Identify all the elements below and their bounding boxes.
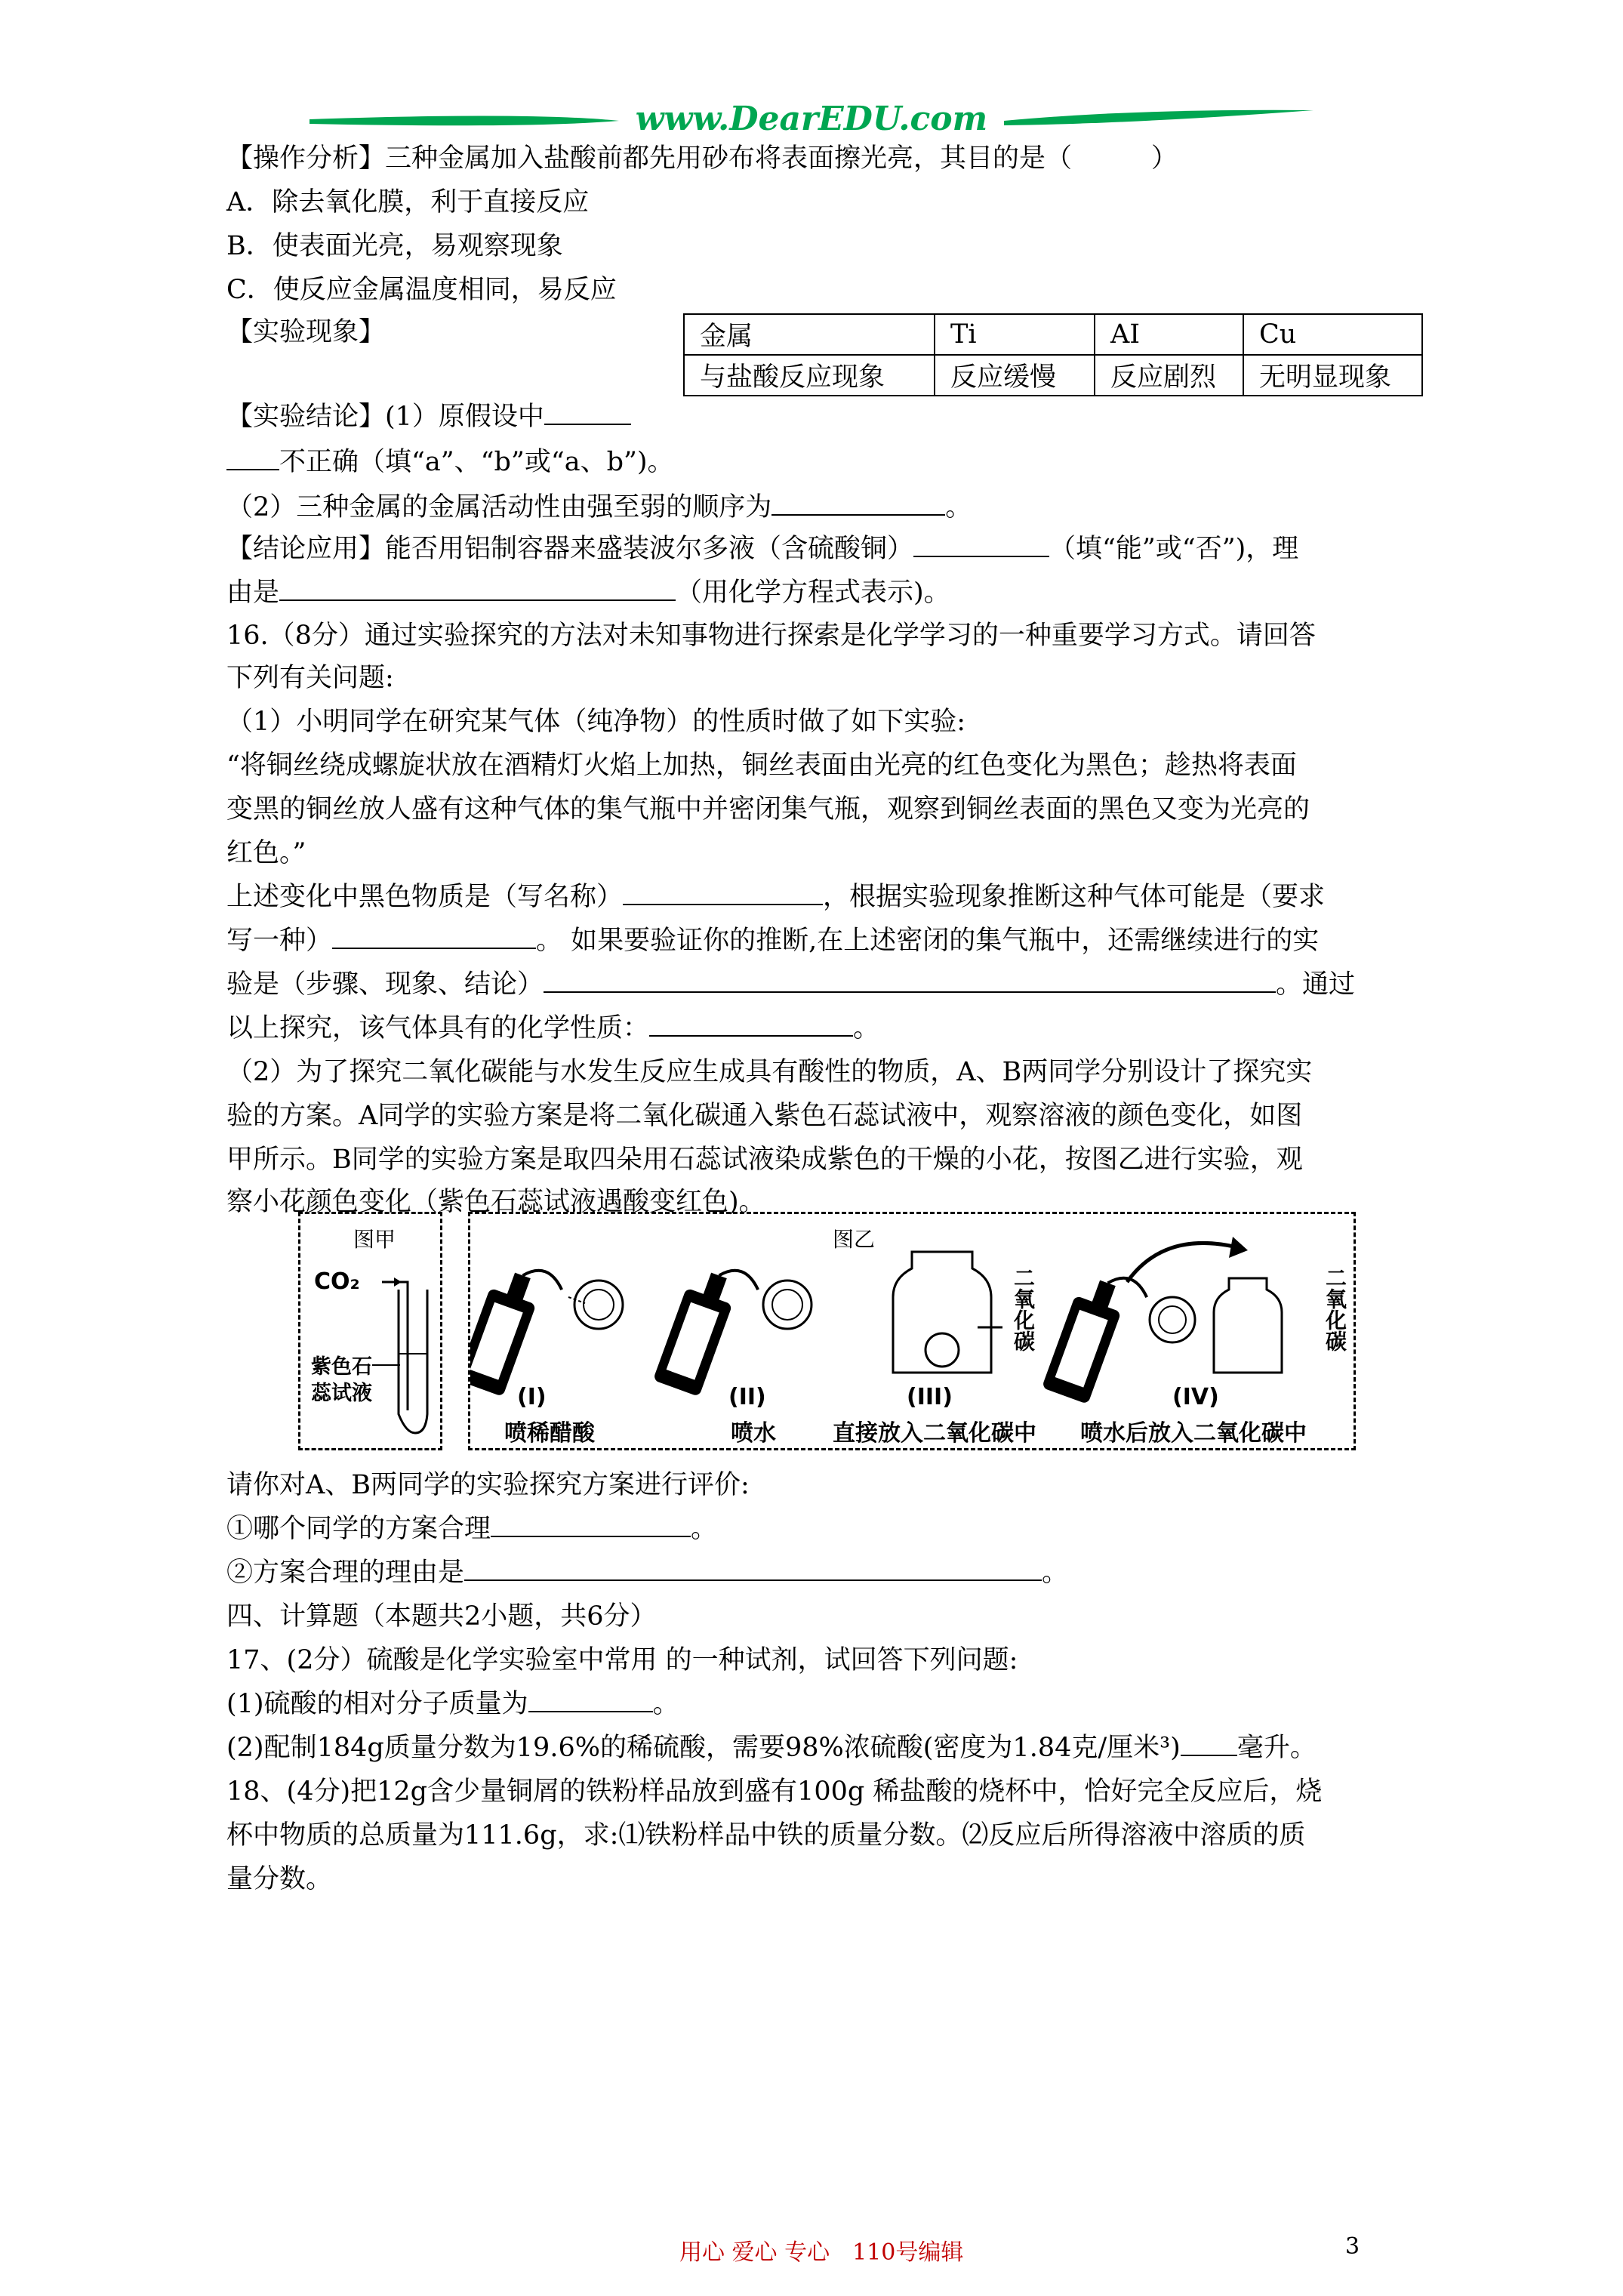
table-cell: 无明显现象 [1243, 355, 1422, 396]
eval-text: ②方案合理的理由是 [226, 1558, 465, 1588]
table-cell: 与盐酸反应现象 [684, 355, 935, 396]
apply-text: 【结论应用】能否用铝制容器来盛装波尔多液（含硫酸铜） [226, 534, 914, 564]
test-tube-icon [300, 1214, 440, 1448]
q18-line: 量分数。 [226, 1864, 333, 1894]
q16-line [226, 1012, 879, 1045]
q16-text: ，根据实验现象推断这种气体可能是（要求 [823, 882, 1326, 912]
answer-blank[interactable] [544, 401, 631, 425]
panel-caption: 喷水后放入二氧化碳中 [1080, 1420, 1307, 1447]
conclusion-text: 不正确（填“a”、“b”或“a、b”)。 [279, 447, 674, 477]
answer-blank[interactable] [491, 1513, 691, 1537]
q16-line: 红色。” [226, 838, 306, 868]
q16-line: 下列有关问题: [226, 663, 394, 693]
q17-text: (2)配制184g质量分数为19.6%的稀硫酸，需要98%浓硫酸(密度为1.84克/厘米³) [226, 1733, 1181, 1763]
figure-jia [298, 1212, 442, 1450]
table-header-row [684, 314, 1422, 355]
q17-text: 毫升。 [1236, 1733, 1317, 1763]
answer-blank[interactable] [623, 881, 823, 905]
page-number: 3 [1345, 2233, 1360, 2260]
q16-line: 甲所示。B同学的实验方案是取四朵用石蕊试液染成紫色的干燥的小花，按图乙进行实验，观 [226, 1145, 1303, 1175]
apply-text: （填“能”或“否”)，理 [1049, 534, 1299, 564]
gas-label: 二氧化碳 [1011, 1267, 1036, 1351]
table-cell: Cu [1243, 314, 1422, 355]
panel-number: (II) [728, 1384, 766, 1410]
q17-line [226, 1731, 1317, 1764]
table-cell: AI [1095, 314, 1243, 355]
q16-line: （1）小明同学在研究某气体（纯净物）的性质时做了如下实验: [226, 707, 966, 737]
section-title: 四、计算题（本题共2小题，共6分） [226, 1601, 657, 1632]
logo-text: www.DearEDU.com [635, 100, 988, 138]
op-option-c: C．使反应金属温度相同，易反应 [226, 275, 617, 305]
table-cell: Ti [935, 314, 1095, 355]
q18-line: 杯中物质的总质量为111.6g，求:⑴铁粉样品中铁的质量分数。⑵反应后所得溶液中溶质的质 [226, 1820, 1306, 1851]
co2-label: CO₂ [314, 1268, 360, 1295]
answer-blank[interactable] [1181, 1732, 1237, 1756]
panel-number: (III) [907, 1384, 953, 1410]
exp-phenomenon-title: 【实验现象】 [226, 317, 386, 347]
q16-line: “将铜丝绕成螺旋状放在酒精灯火焰上加热，铜丝表面由光亮的红色变化为黑色；趁热将表面 [226, 750, 1297, 781]
q17-text: 。 [652, 1689, 679, 1719]
q17-text: (1)硫酸的相对分子质量为 [226, 1689, 528, 1719]
panel-caption: 喷水 [731, 1420, 776, 1447]
q16-text: 。 如果要验证你的推断,在上述密闭的集气瓶中，还需继续进行的实 [536, 926, 1320, 956]
eval-text: ①哪个同学的方案合理 [226, 1514, 491, 1544]
q16-text: 写一种） [226, 926, 333, 956]
panel-number: (I) [517, 1384, 547, 1410]
apply-line1 [226, 532, 1298, 566]
eval-text: 。 [691, 1514, 718, 1544]
conclusion-line3 [226, 491, 972, 524]
q16-line: 验的方案。A同学的实验方案是将二氧化碳通入紫色石蕊试液中，观察溶液的颜色变化，如图 [226, 1101, 1303, 1131]
q17-line [226, 1687, 679, 1721]
gas-label: 二氧化碳 [1323, 1267, 1347, 1351]
table-cell: 反应剧烈 [1095, 355, 1243, 396]
answer-blank[interactable] [279, 577, 676, 601]
figure-yi-title: 图乙 [833, 1227, 876, 1252]
conclusion-text: 。 [945, 492, 972, 522]
q16-line [226, 924, 1319, 957]
table-cell: 反应缓慢 [935, 355, 1095, 396]
q16-line: （2）为了探究二氧化碳能与水发生反应生成具有酸性的物质，A、B两同学分别设计了探究实 [226, 1057, 1313, 1087]
eval-line [226, 1512, 717, 1546]
q16-text: 。 [853, 1013, 880, 1043]
answer-blank[interactable] [528, 1688, 653, 1712]
conclusion-line1 [226, 400, 631, 433]
figure-yi [468, 1212, 1356, 1450]
litmus-label: 蕊试液 [311, 1382, 372, 1405]
answer-blank[interactable] [544, 969, 1276, 993]
q16-line [226, 880, 1325, 914]
q16-text: 上述变化中黑色物质是（写名称） [226, 882, 624, 912]
op-title: 【操作分析】三种金属加入盐酸前都先用砂布将表面擦光亮，其目的是（ ） [226, 143, 1178, 174]
q16-line: 察小花颜色变化（紫色石蕊试液遇酸变红色)。 [226, 1187, 765, 1217]
conclusion-text: 【实验结论】(1）原假设中 [226, 402, 544, 432]
figure-jia-title: 图甲 [353, 1227, 396, 1252]
q16-text: 以上探究，该气体具有的化学性质： [226, 1013, 650, 1043]
eval-line: 请你对A、B两同学的实验探究方案进行评价: [226, 1470, 750, 1500]
q16-text: 。通过 [1276, 969, 1356, 1000]
answer-blank[interactable] [649, 1012, 853, 1037]
answer-blank[interactable] [913, 533, 1049, 557]
answer-blank[interactable] [771, 492, 945, 516]
q16-line [226, 968, 1355, 1001]
q16-line: 变黑的铜丝放人盛有这种气体的集气瓶中并密闭集气瓶，观察到铜丝表面的黑色又变为光亮的 [226, 794, 1310, 824]
footer-text: 用心 爱心 专心 110号编辑 [679, 2239, 964, 2266]
apply-text: 由是 [226, 578, 280, 608]
q16-text: 验是（步骤、现象、结论） [226, 969, 544, 1000]
table-cell: 金属 [684, 314, 935, 355]
eval-line [226, 1556, 1068, 1589]
apply-line2 [226, 576, 950, 609]
panel-number: (IV) [1172, 1384, 1219, 1410]
q18-line: 18、(4分)把12g含少量铜屑的铁粉样品放到盛有100g 稀盐酸的烧杯中，恰好完全反应后，烧 [226, 1777, 1323, 1807]
panel-caption: 喷稀醋酸 [504, 1420, 595, 1447]
answer-blank[interactable] [226, 446, 279, 470]
panel-caption: 直接放入二氧化碳中 [833, 1420, 1036, 1447]
litmus-label: 紫色石 [311, 1355, 372, 1379]
conclusion-text: （2）三种金属的金属活动性由强至弱的顺序为 [226, 492, 772, 522]
spray-experiment-icon [470, 1214, 1354, 1448]
q16-line: 16.（8分）通过实验探究的方法对未知事物进行探索是化学学习的一种重要学习方式。请回答 [226, 621, 1316, 651]
op-option-a: A．除去氧化膜，利于直接反应 [226, 187, 590, 217]
q17-line: 17、(2分）硫酸是化学实验室中常用 的一种试剂，试回答下列问题: [226, 1645, 1018, 1675]
eval-text: 。 [1042, 1558, 1069, 1588]
apply-text: （用化学方程式表示)。 [676, 578, 950, 608]
answer-blank[interactable] [332, 925, 536, 949]
conclusion-line2 [226, 445, 674, 479]
op-option-b: B．使表面光亮，易观察现象 [226, 231, 563, 261]
answer-blank[interactable] [464, 1557, 1042, 1581]
table-row [684, 355, 1422, 396]
metal-reaction-table [683, 313, 1423, 396]
